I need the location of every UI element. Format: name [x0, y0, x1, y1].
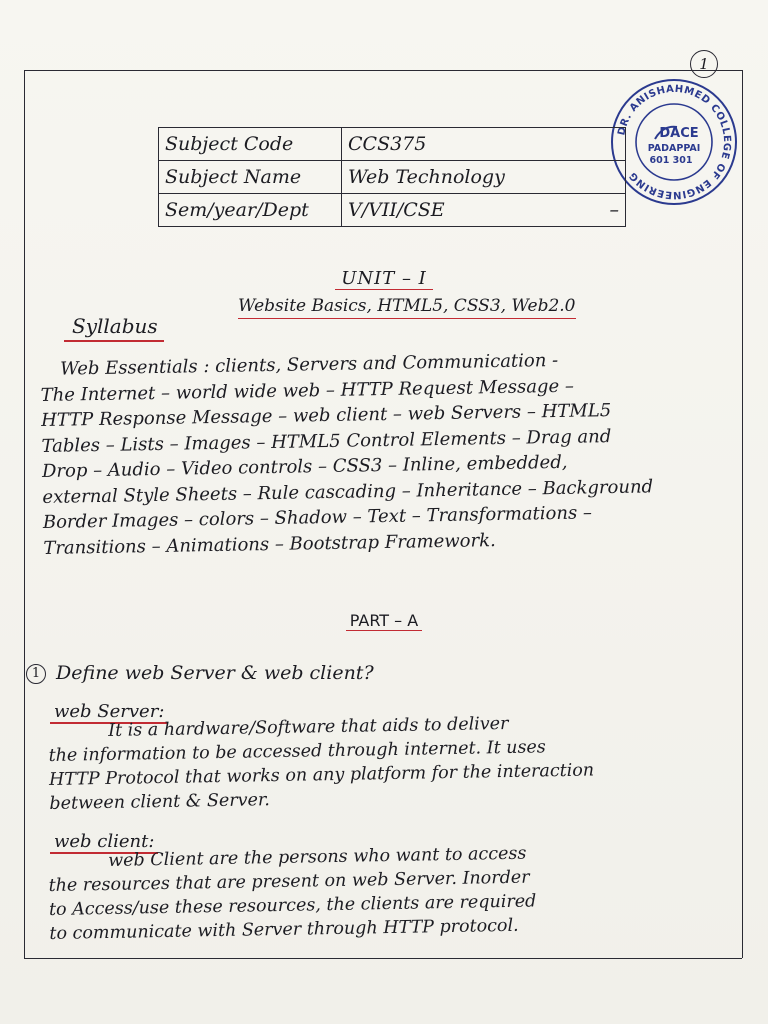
answer-line: the resources that are present on web Server. Inorder: [48, 867, 530, 896]
web-server-heading: web Server:: [54, 701, 165, 722]
subject-info-table: [158, 127, 626, 227]
stamp-ring-text: DR. ANISHAHMED COLLEGE OF ENGINEERING: [616, 83, 733, 201]
web-client-heading: web client:: [54, 831, 155, 852]
unit-topics: Website Basics, HTML5, CSS3, Web2.0: [238, 296, 576, 319]
part-a-title: [0, 611, 768, 630]
college-stamp-icon: [609, 77, 739, 207]
svg-text:DR. ANISHAHMED COLLEGE OF ENGI: [616, 84, 732, 200]
syllabus-text: [40, 345, 743, 561]
answer-line: to communicate with Server through HTTP protocol.: [49, 915, 519, 944]
subject-name-value: Web Technology: [342, 161, 626, 194]
answer-line: to Access/use these resources, the clients are required: [48, 891, 537, 920]
table-row: [159, 194, 626, 227]
stamp-place: PADAPPAI: [647, 143, 701, 154]
syllabus-line: external Style Sheets – Rule cascading – Inheritance – Background: [42, 475, 654, 508]
question-number: 1: [26, 664, 46, 684]
web-server-answer: [48, 708, 750, 816]
page-border-left: [24, 70, 25, 958]
stamp-center-text: DACE: [659, 126, 699, 141]
table-row: [159, 161, 626, 194]
syllabus-line: Drop – Audio – Video controls – CSS3 – Inline, embedded,: [41, 451, 568, 482]
page-border-bottom: [24, 958, 742, 959]
answer-line: web Client are the persons who want to access: [108, 843, 527, 871]
answer-line: HTTP Protocol that works on any platform for the interaction: [48, 760, 595, 790]
page-number: 1: [690, 50, 718, 78]
subject-name-label: Subject Name: [159, 161, 342, 194]
syllabus-line: Transitions – Animations – Bootstrap Framework.: [43, 529, 496, 559]
web-client-answer: [48, 838, 750, 946]
syllabus-line: The Internet – world wide web – HTTP Request Message –: [40, 375, 575, 406]
question-text: Define web Server & web client?: [56, 662, 374, 684]
unit-title: [0, 268, 768, 289]
sem-year-dept-text: V/VII/CSE: [348, 199, 445, 221]
question-1: [26, 662, 374, 684]
part-a-title-text: PART – A: [346, 611, 422, 631]
table-row: [159, 128, 626, 161]
subject-code-value: CCS375: [342, 128, 626, 161]
sem-year-dept-value: [342, 194, 626, 227]
sem-year-dept-label: Sem/year/Dept: [159, 194, 342, 227]
syllabus-line: Tables – Lists – Images – HTML5 Control Elements – Drag and: [41, 425, 612, 457]
answer-line: the information to be accessed through internet. It uses: [48, 737, 546, 766]
answer-line: It is a hardware/Software that aids to deliver: [108, 713, 509, 741]
syllabus-line: HTTP Response Message – web client – web Servers – HTML5: [40, 400, 612, 431]
sem-year-dept-mark: –: [609, 199, 619, 221]
syllabus-line: Border Images – colors – Shadow – Text – Transformations –: [42, 502, 593, 533]
syllabus-line: Web Essentials : clients, Servers and Communication -: [60, 349, 559, 380]
answer-line: between client & Server.: [49, 790, 271, 814]
subject-code-label: Subject Code: [159, 128, 342, 161]
stamp-pin: 601 301: [649, 155, 693, 166]
page-border-top: [24, 70, 742, 71]
unit-title-text: UNIT – I: [335, 268, 433, 290]
syllabus-heading: Syllabus: [72, 314, 158, 338]
